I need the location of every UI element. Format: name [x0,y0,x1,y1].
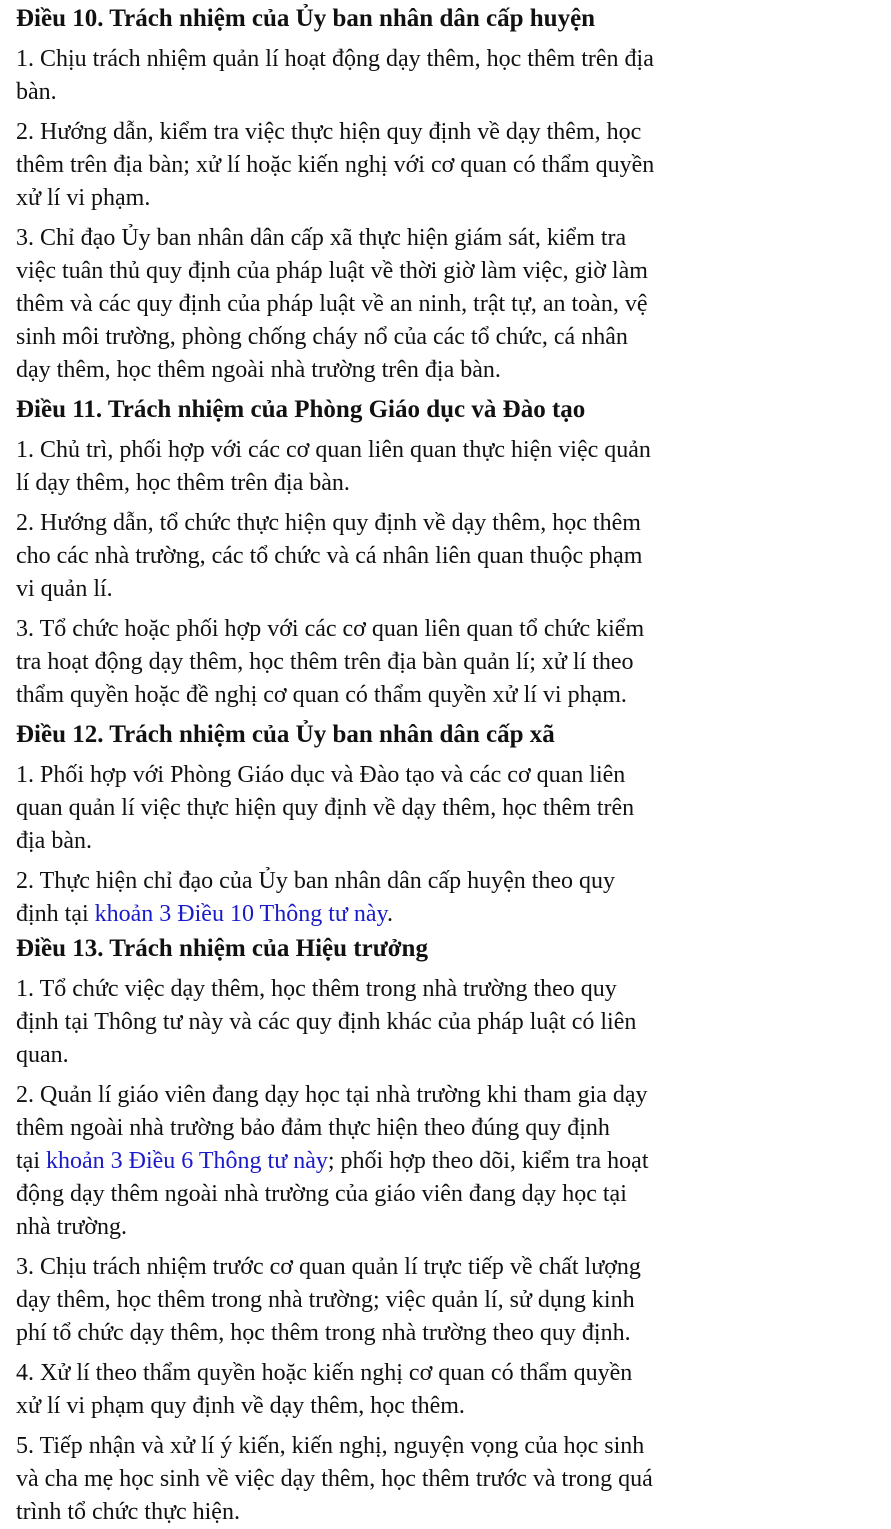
article-13-clause-1 [16,973,875,1072]
text-line: trình tổ chức thực hiện. [16,1499,240,1525]
text-line: xử lí vi phạm quy định về dạy thêm, học thêm. [16,1393,465,1419]
article-11-heading: Điều 11. Trách nhiệm của Phòng Giáo dục và Đào tạo [16,396,586,423]
text-line: 1. Phối hợp với Phòng Giáo dục và Đào tạo và các cơ quan liên [16,762,626,788]
text-line: thêm ngoài nhà trường bảo đảm thực hiện theo đúng quy định [16,1115,610,1141]
article-13-clause-2 [16,1079,875,1244]
article-13-heading: Điều 13. Trách nhiệm của Hiệu trưởng [16,935,428,962]
article-13-clause-3 [16,1251,875,1350]
text-line: 1. Chịu trách nhiệm quản lí hoạt động dạy thêm, học thêm trên địa [16,46,654,72]
text-line: 3. Tổ chức hoặc phối hợp với các cơ quan liên quan tổ chức kiểm [16,616,645,642]
text-line: cho các nhà trường, các tổ chức và cá nhân liên quan thuộc phạm [16,543,643,569]
article-11-clause-2 [16,507,875,606]
text-line: dạy thêm, học thêm ngoài nhà trường trên địa bàn. [16,357,501,383]
text-line: 1. Tổ chức việc dạy thêm, học thêm trong nhà trường theo quy [16,976,617,1002]
text-fragment: ; phối hợp theo dõi, kiểm tra hoạt [327,1148,649,1174]
text-line: quan quản lí việc thực hiện quy định về dạy thêm, học thêm trên [16,795,635,821]
article-12-clause-2 [16,865,875,931]
text-fragment: định tại [16,901,95,927]
article-10-heading: Điều 10. Trách nhiệm của Ủy ban nhân dân cấp huyện [16,5,596,32]
text-line: động dạy thêm ngoài nhà trường của giáo viên đang dạy học tại [16,1181,627,1207]
text-line: vi quản lí. [16,576,113,602]
text-line: quan. [16,1042,69,1068]
text-line: 2. Quản lí giáo viên đang dạy học tại nhà trường khi tham gia dạy [16,1082,648,1108]
article-12-heading: Điều 12. Trách nhiệm của Ủy ban nhân dân cấp xã [16,721,555,748]
text-line [16,898,875,931]
text-line: bàn. [16,79,57,105]
text-line: định tại Thông tư này và các quy định khác của pháp luật có liên [16,1009,637,1035]
reference-link-khoan-3-dieu-6[interactable]: khoản 3 Điều 6 Thông tư này [46,1148,328,1174]
article-13-clause-5 [16,1430,875,1529]
text-line: 5. Tiếp nhận và xử lí ý kiến, kiến nghị, nguyện vọng của học sinh [16,1433,645,1459]
article-11-clause-3 [16,613,875,712]
article-10-clause-3 [16,222,875,387]
text-fragment: . [386,901,393,927]
article-10-clause-2 [16,116,875,215]
text-line: 3. Chịu trách nhiệm trước cơ quan quản lí trực tiếp về chất lượng [16,1254,641,1280]
text-line: phí tổ chức dạy thêm, học thêm trong nhà trường theo quy định. [16,1320,631,1346]
text-line: lí dạy thêm, học thêm trên địa bàn. [16,470,350,496]
text-line: 2. Thực hiện chỉ đạo của Ủy ban nhân dân cấp huyện theo quy [16,868,616,894]
text-line: 2. Hướng dẫn, kiểm tra việc thực hiện quy định về dạy thêm, học [16,119,642,145]
text-line: và cha mẹ học sinh về việc dạy thêm, học thêm trước và trong quá [16,1466,653,1492]
text-line [16,1145,875,1178]
text-line: thẩm quyền hoặc đề nghị cơ quan có thẩm quyền xử lí vi phạm. [16,682,627,708]
text-line: dạy thêm, học thêm trong nhà trường; việc quản lí, sử dụng kinh [16,1287,635,1313]
article-12-clause-1 [16,759,875,858]
text-line: tra hoạt động dạy thêm, học thêm trên địa bàn quản lí; xử lí theo [16,649,634,675]
text-fragment: tại [16,1148,46,1174]
text-line: nhà trường. [16,1214,128,1240]
text-line: sinh môi trường, phòng chống cháy nổ của các tổ chức, cá nhân [16,324,628,350]
article-11-clause-1 [16,434,875,500]
text-line: thêm trên địa bàn; xử lí hoặc kiến nghị với cơ quan có thẩm quyền [16,152,655,178]
text-line: 1. Chủ trì, phối hợp với các cơ quan liên quan thực hiện việc quản [16,437,651,463]
article-13-clause-4 [16,1357,875,1423]
text-line: 2. Hướng dẫn, tổ chức thực hiện quy định về dạy thêm, học thêm [16,510,641,536]
text-line: việc tuân thủ quy định của pháp luật về thời giờ làm việc, giờ làm [16,258,648,284]
text-line: địa bàn. [16,828,92,854]
article-10-clause-1 [16,43,875,109]
text-line: 3. Chỉ đạo Ủy ban nhân dân cấp xã thực hiện giám sát, kiểm tra [16,225,627,251]
text-line: thêm và các quy định của pháp luật về an ninh, trật tự, an toàn, vệ [16,291,648,317]
reference-link-khoan-3-dieu-10[interactable]: khoản 3 Điều 10 Thông tư này [94,901,387,927]
text-line: xử lí vi phạm. [16,185,151,211]
text-line: 4. Xử lí theo thẩm quyền hoặc kiến nghị cơ quan có thẩm quyền [16,1360,633,1386]
